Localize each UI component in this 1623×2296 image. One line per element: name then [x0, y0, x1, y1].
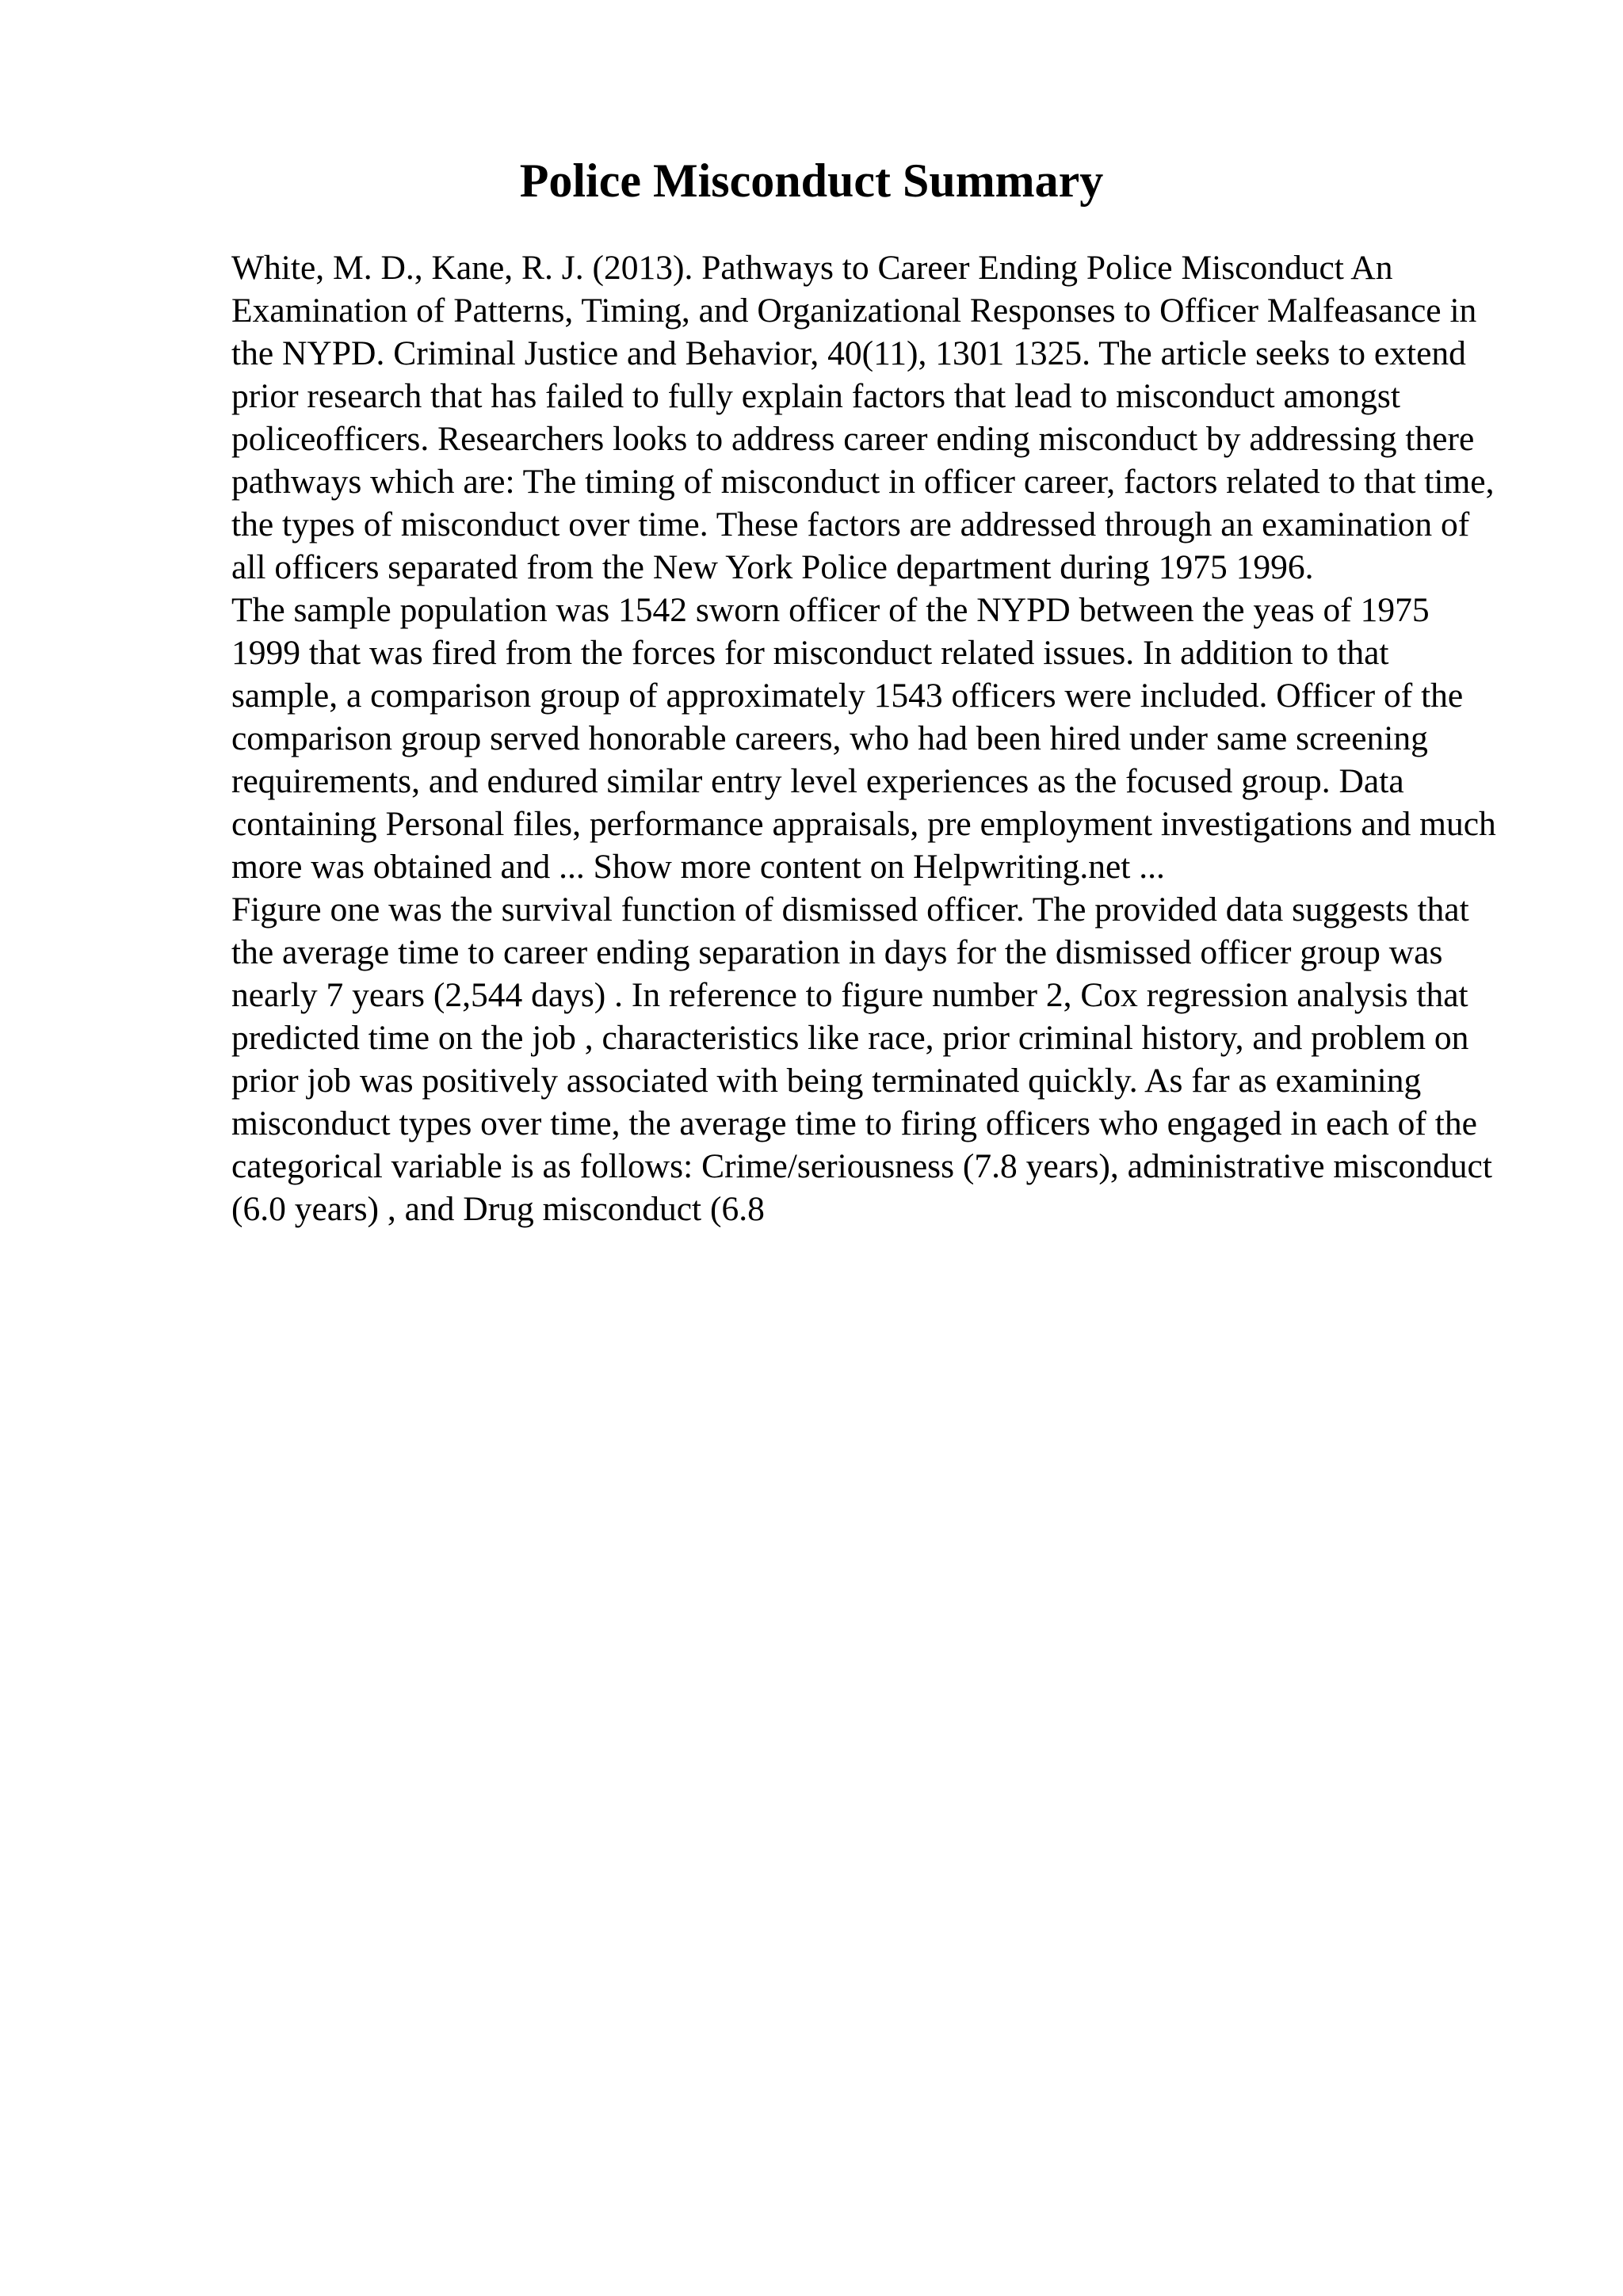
paragraph-citation-summary: White, M. D., Kane, R. J. (2013). Pathways to Career Ending Police Misconduct An Examination of Patterns, Timing, and Organizational Responses to Officer Malfeasance in the NYPD. Criminal Justice and Behavior, 40(11), 1301 1325. The article seeks to extend prior research that has failed to fully explain factors that lead to misconduct amongst policeofficers. Researchers looks to address career ending misconduct by addressing there pathways which are: The timing of misconduct in officer career, factors related to that time, the types of misconduct over time. These factors are addressed through an examination of all officers separated from the New York Police department during 1975 1996.: [231, 249, 1495, 586]
paragraph-sample-population: The sample population was 1542 sworn officer of the NYPD between the yeas of 1975 1999 that was fired from the forces for misconduct related issues. In addition to that sample, a comparison group of approximately 1543 officers were included. Officer of the comparison group served honorable careers, who had been hired under same screening requirements, and endured similar entry level experiences as the focused group. Data containing Personal files, performance appraisals, pre employment investigations and much more was obtained and ... Show more content on Helpwriting.net ...: [231, 591, 1496, 886]
document-title: Police Misconduct Summary: [519, 154, 1104, 207]
document-body: [231, 246, 1499, 1230]
paragraph-figure-findings: Figure one was the survival function of dismissed officer. The provided data suggests that the average time to career ending separation in days for the dismissed officer group was nearly 7 years (2,544 days) . In reference to figure number 2, Cox regression analysis that predicted time on the job , characteristics like race, prior criminal history, and problem on prior job was positively associated with being terminated quickly. As far as examining misconduct types over time, the average time to firing officers who engaged in each of the categorical variable is as follows: Crime/seriousness (7.8 years), administrative misconduct (6.0 years) , and Drug misconduct (6.8: [231, 891, 1492, 1228]
